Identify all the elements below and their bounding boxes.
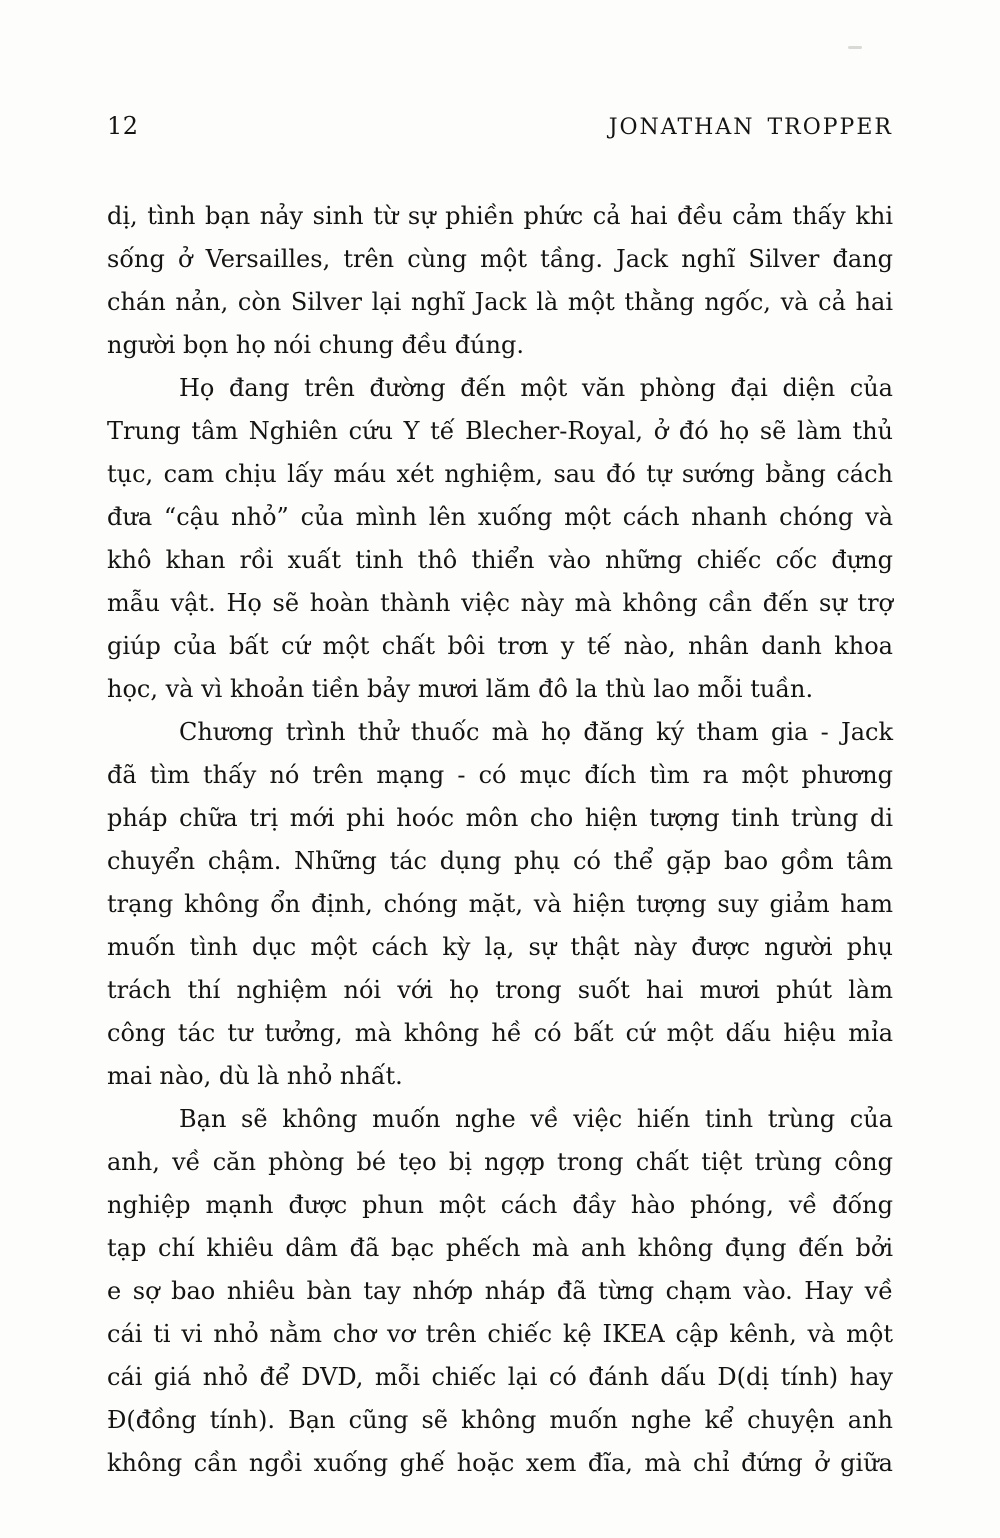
text-line: mẫu vật. Họ sẽ hoàn thành việc này mà không cần đến sự trợ [107, 589, 893, 617]
text-line: dị, tình bạn nảy sinh từ sự phiền phức cả hai đều cảm thấy khi [107, 202, 893, 230]
page-header [107, 112, 893, 144]
text-line: trách thí nghiệm nói với họ trong suốt hai mươi phút làm [107, 976, 893, 1004]
text-line: người bọn họ nói chung đều đúng. [107, 331, 524, 359]
scan-artifact [848, 46, 862, 49]
text-line: công tác tư tưởng, mà không hề có bất cứ một dấu hiệu mỉa [107, 1019, 893, 1047]
text-line: đưa “cậu nhỏ” của mình lên xuống một cách nhanh chóng và [107, 503, 893, 531]
text-line: tạp chí khiêu dâm đã bạc phếch mà anh không đụng đến bởi [107, 1234, 893, 1262]
text-line: e sợ bao nhiêu bàn tay nhớp nháp đã từng chạm vào. Hay về [107, 1277, 893, 1305]
paragraph [107, 711, 893, 1098]
text-line: Trung tâm Nghiên cứu Y tế Blecher-Royal, ở đó họ sẽ làm thủ [107, 417, 893, 445]
text-line: cái giá nhỏ để DVD, mỗi chiếc lại có đánh dấu D(dị tính) hay [107, 1363, 893, 1391]
text-line: muốn tình dục một cách kỳ lạ, sự thật này được người phụ [107, 933, 893, 961]
paragraph [107, 367, 893, 711]
text-line: khô khan rồi xuất tinh thô thiển vào những chiếc cốc đựng [107, 546, 893, 574]
text-line: giúp của bất cứ một chất bôi trơn y tế nào, nhân danh khoa [107, 632, 893, 660]
page-number: 12 [107, 112, 139, 140]
text-line: nghiệp mạnh được phun một cách đầy hào phóng, về đống [107, 1191, 893, 1219]
text-line: cái ti vi nhỏ nằm chơ vơ trên chiếc kệ IKEA cập kênh, và một [107, 1320, 893, 1348]
paragraph [107, 1098, 893, 1485]
text-line: mai nào, dù là nhỏ nhất. [107, 1062, 403, 1090]
text-line: pháp chữa trị mới phi hoóc môn cho hiện tượng tinh trùng di [107, 804, 893, 832]
text-line: chán nản, còn Silver lại nghĩ Jack là một thằng ngốc, và cả hai [107, 288, 893, 316]
running-header-author: JONATHAN TROPPER [608, 115, 893, 140]
paragraph [107, 195, 893, 367]
text-line: Họ đang trên đường đến một văn phòng đại diện của [179, 374, 893, 402]
text-line: không cần ngồi xuống ghế hoặc xem đĩa, mà chỉ đứng ở giữa [107, 1449, 893, 1477]
text-line: sống ở Versailles, trên cùng một tầng. Jack nghĩ Silver đang [107, 245, 893, 273]
text-line: chuyển chậm. Những tác dụng phụ có thể gặp bao gồm tâm [107, 847, 893, 875]
text-line: Đ(đồng tính). Bạn cũng sẽ không muốn nghe kể chuyện anh [107, 1406, 893, 1434]
text-line: anh, về căn phòng bé tẹo bị ngợp trong chất tiệt trùng công [107, 1148, 893, 1176]
text-line: Chương trình thử thuốc mà họ đăng ký tham gia - Jack [179, 718, 893, 746]
text-line: học, và vì khoản tiền bảy mươi lăm đô la thù lao mỗi tuần. [107, 675, 814, 703]
text-line: đã tìm thấy nó trên mạng - có mục đích tìm ra một phương [107, 761, 893, 789]
text-line: trạng không ổn định, chóng mặt, và hiện tượng suy giảm ham [107, 890, 893, 918]
text-line: Bạn sẽ không muốn nghe về việc hiến tinh trùng của [179, 1105, 893, 1133]
page-body [107, 195, 893, 1485]
text-line: tục, cam chịu lấy máu xét nghiệm, sau đó tự sướng bằng cách [107, 460, 893, 488]
